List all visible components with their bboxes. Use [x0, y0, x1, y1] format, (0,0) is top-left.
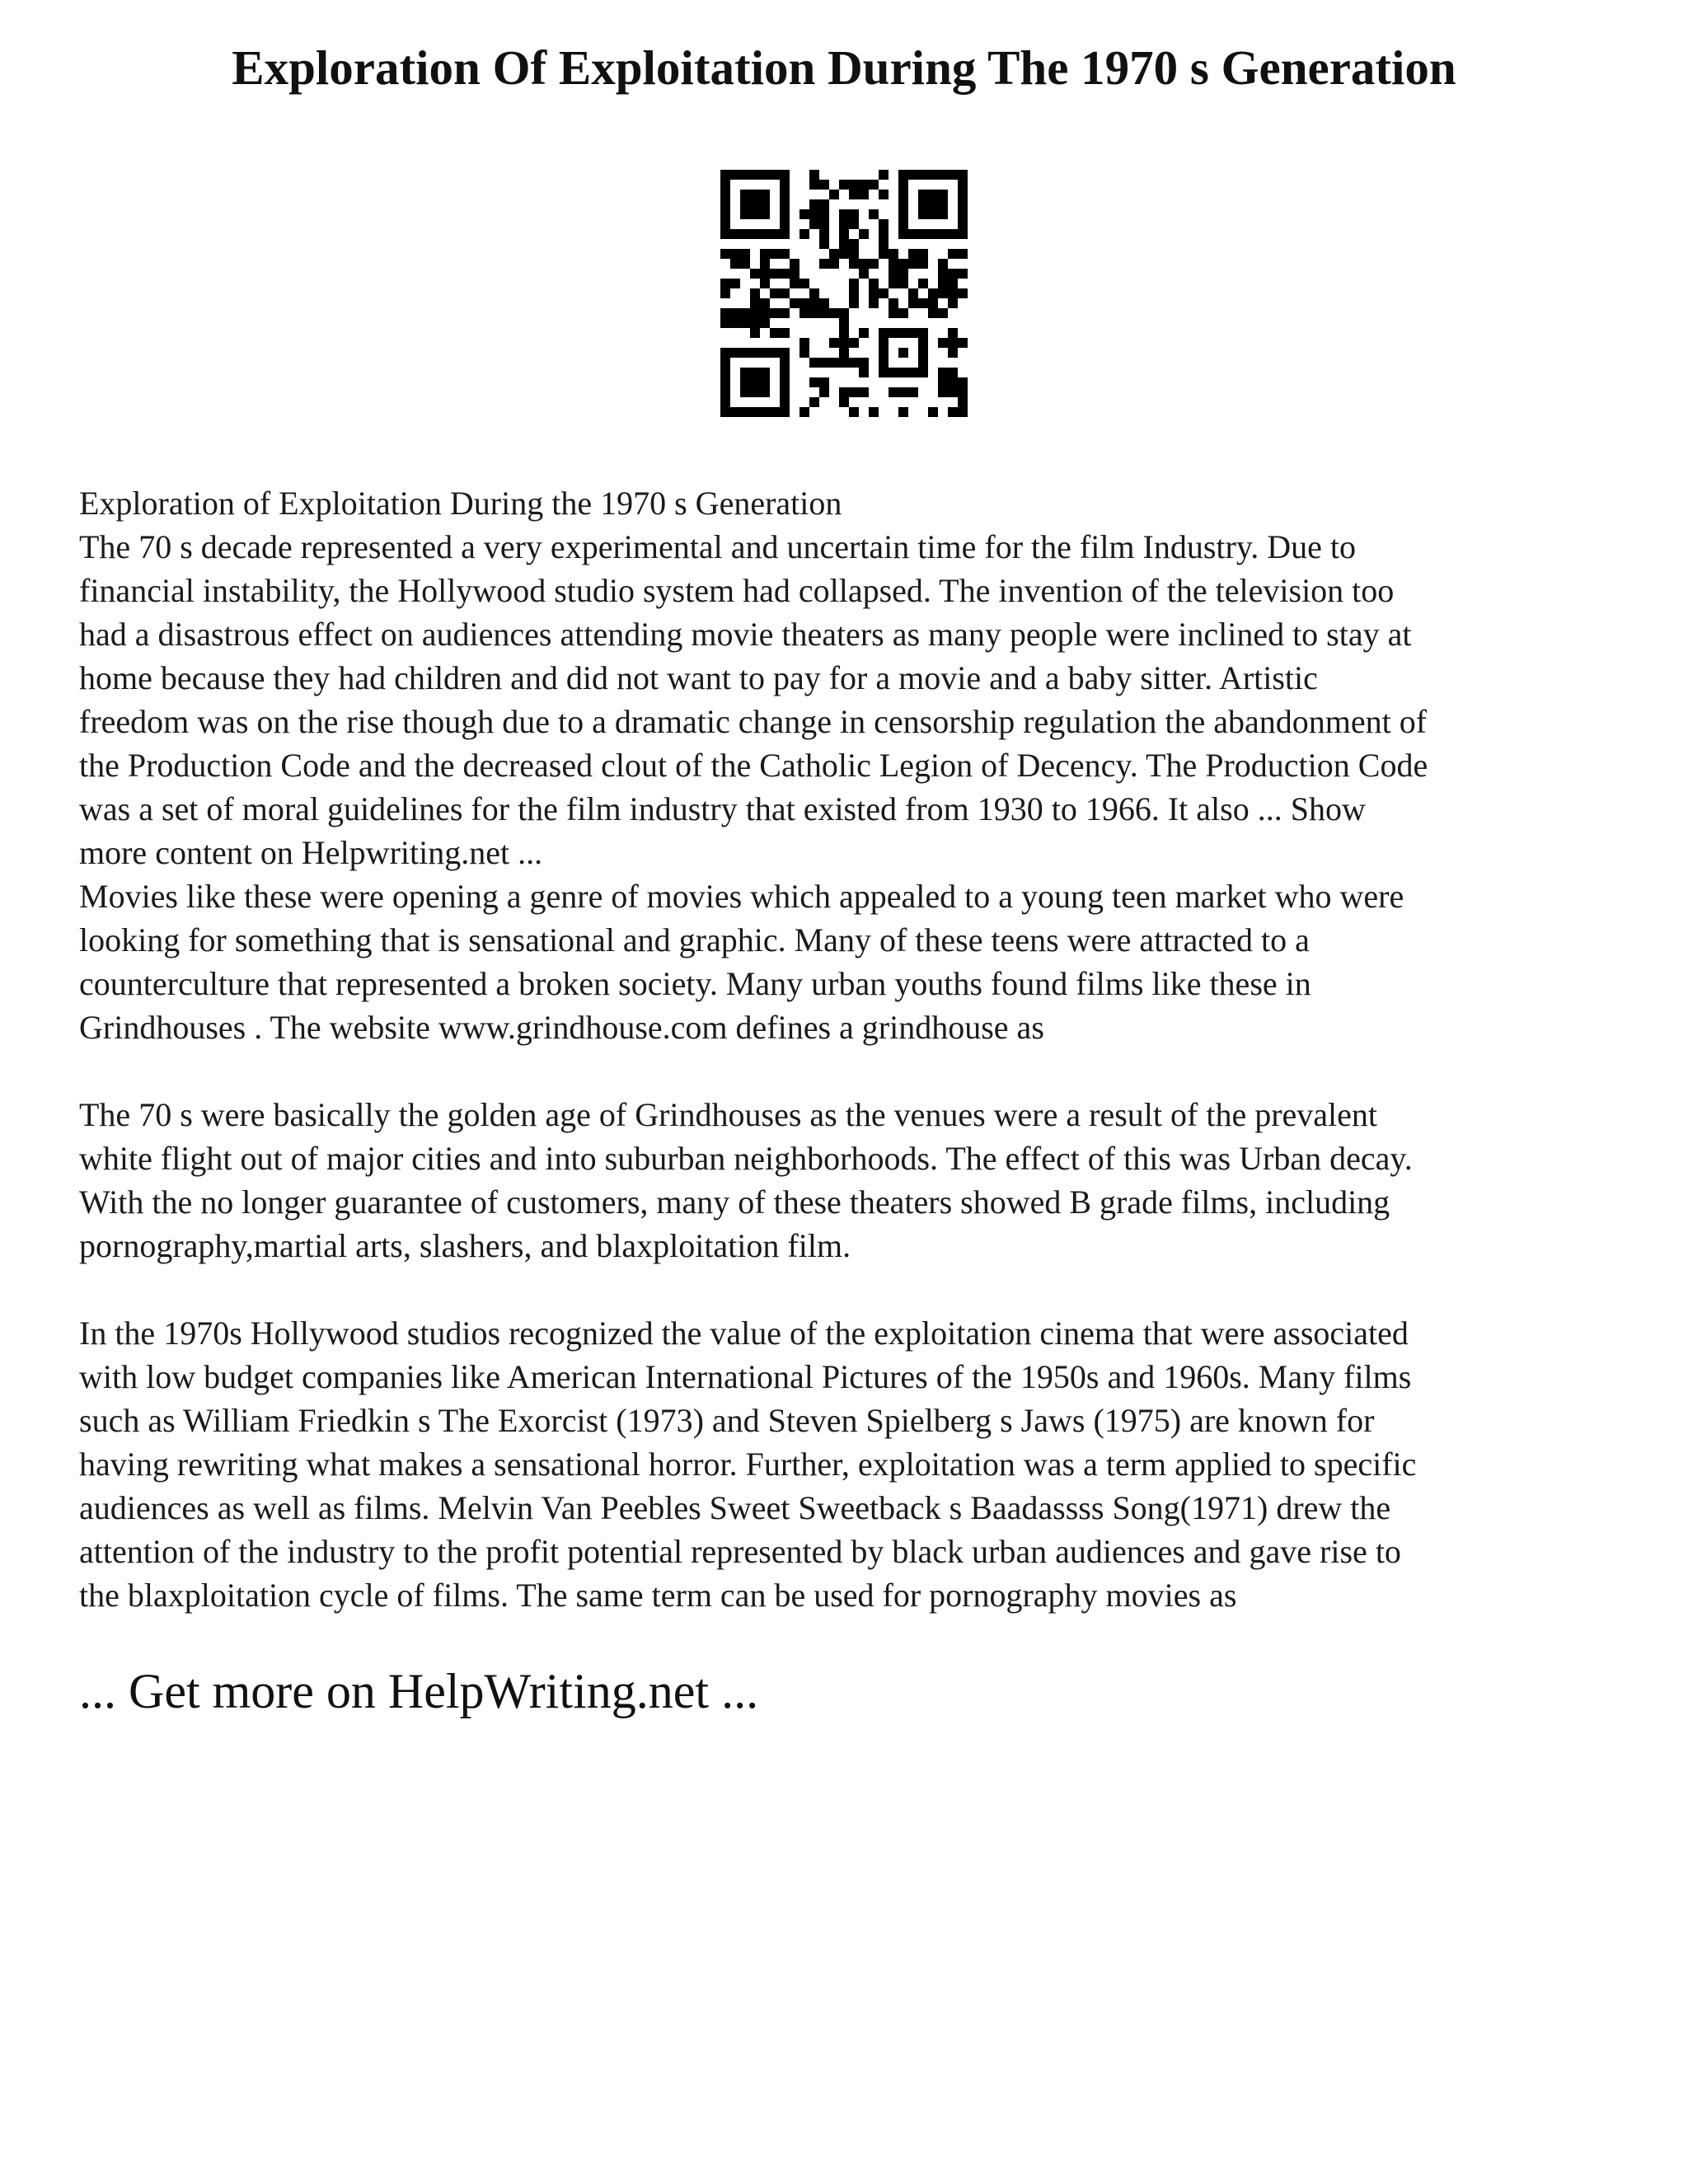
qr-code-icon[interactable] — [720, 170, 968, 417]
paragraph-hollywood-studios: In the 1970s Hollywood studios recognized the value of the exploitation cinema that were associated with low budget companies like American International Pictures of the 1950s and 1960s. Many films such as William Friedkin s The Exorcist (1973) and Steven Spielberg s Jaws (1975) are known for having rewriting what makes a sensational horror. Further, exploitation was a term applied to specific audiences as well as films. Melvin Van Peebles Sweet Sweetback s Baadassss Song(1971) drew the attention of the industry to the profit potential represented by black urban audiences and gave rise to the blaxploitation cycle of films. The same term can be used for pornography movies as — [79, 1315, 1417, 1614]
document-body — [79, 481, 1620, 1617]
get-more-link[interactable]: ... Get more on HelpWriting.net ... — [79, 1664, 759, 1718]
paragraph-grindhouses: The 70 s were basically the golden age of Grindhouses as the venues were a result of the prevalent white flight out of major cities and into suburban neighborhoods. The effect of this was Urban decay. With the no longer guarantee of customers, many of these theaters showed B grade films, including pornography,martial arts, slashers, and blaxploitation film. — [79, 1096, 1413, 1264]
paragraph-spacer — [79, 1268, 1620, 1311]
paragraph-spacer — [79, 1049, 1620, 1093]
paragraph-teen-market: Movies like these were opening a genre of movies which appealed to a young teen market who were looking for something that is sensational and graphic. Many of these teens were attracted to a counterculture that represented a broken society. Many urban youths found films like these in Grindhouses . The website www.grindhouse.com defines a grindhouse as — [79, 878, 1404, 1046]
document-subtitle: Exploration of Exploitation During the 1970 s Generation — [79, 485, 842, 522]
page-title: Exploration Of Exploitation During The 1970 s Generation — [232, 40, 1456, 95]
paragraph-intro: The 70 s decade represented a very experimental and uncertain time for the film Industry. Due to financial instability, the Hollywood studio system had collapsed. The invention of the television too had a disastrous effect on audiences attending movie theaters as many people were inclined to stay at home because they had children and did not want to pay for a movie and a baby sitter. Artistic freedom was on the rise though due to a dramatic change in censorship regulation the abandonment of the Production Code and the decreased clout of the Catholic Legion of Decency. The Production Code was a set of moral guidelines for the film industry that existed from 1930 to 1966. It also ... Show more content on Helpwriting.net ... — [79, 528, 1428, 871]
